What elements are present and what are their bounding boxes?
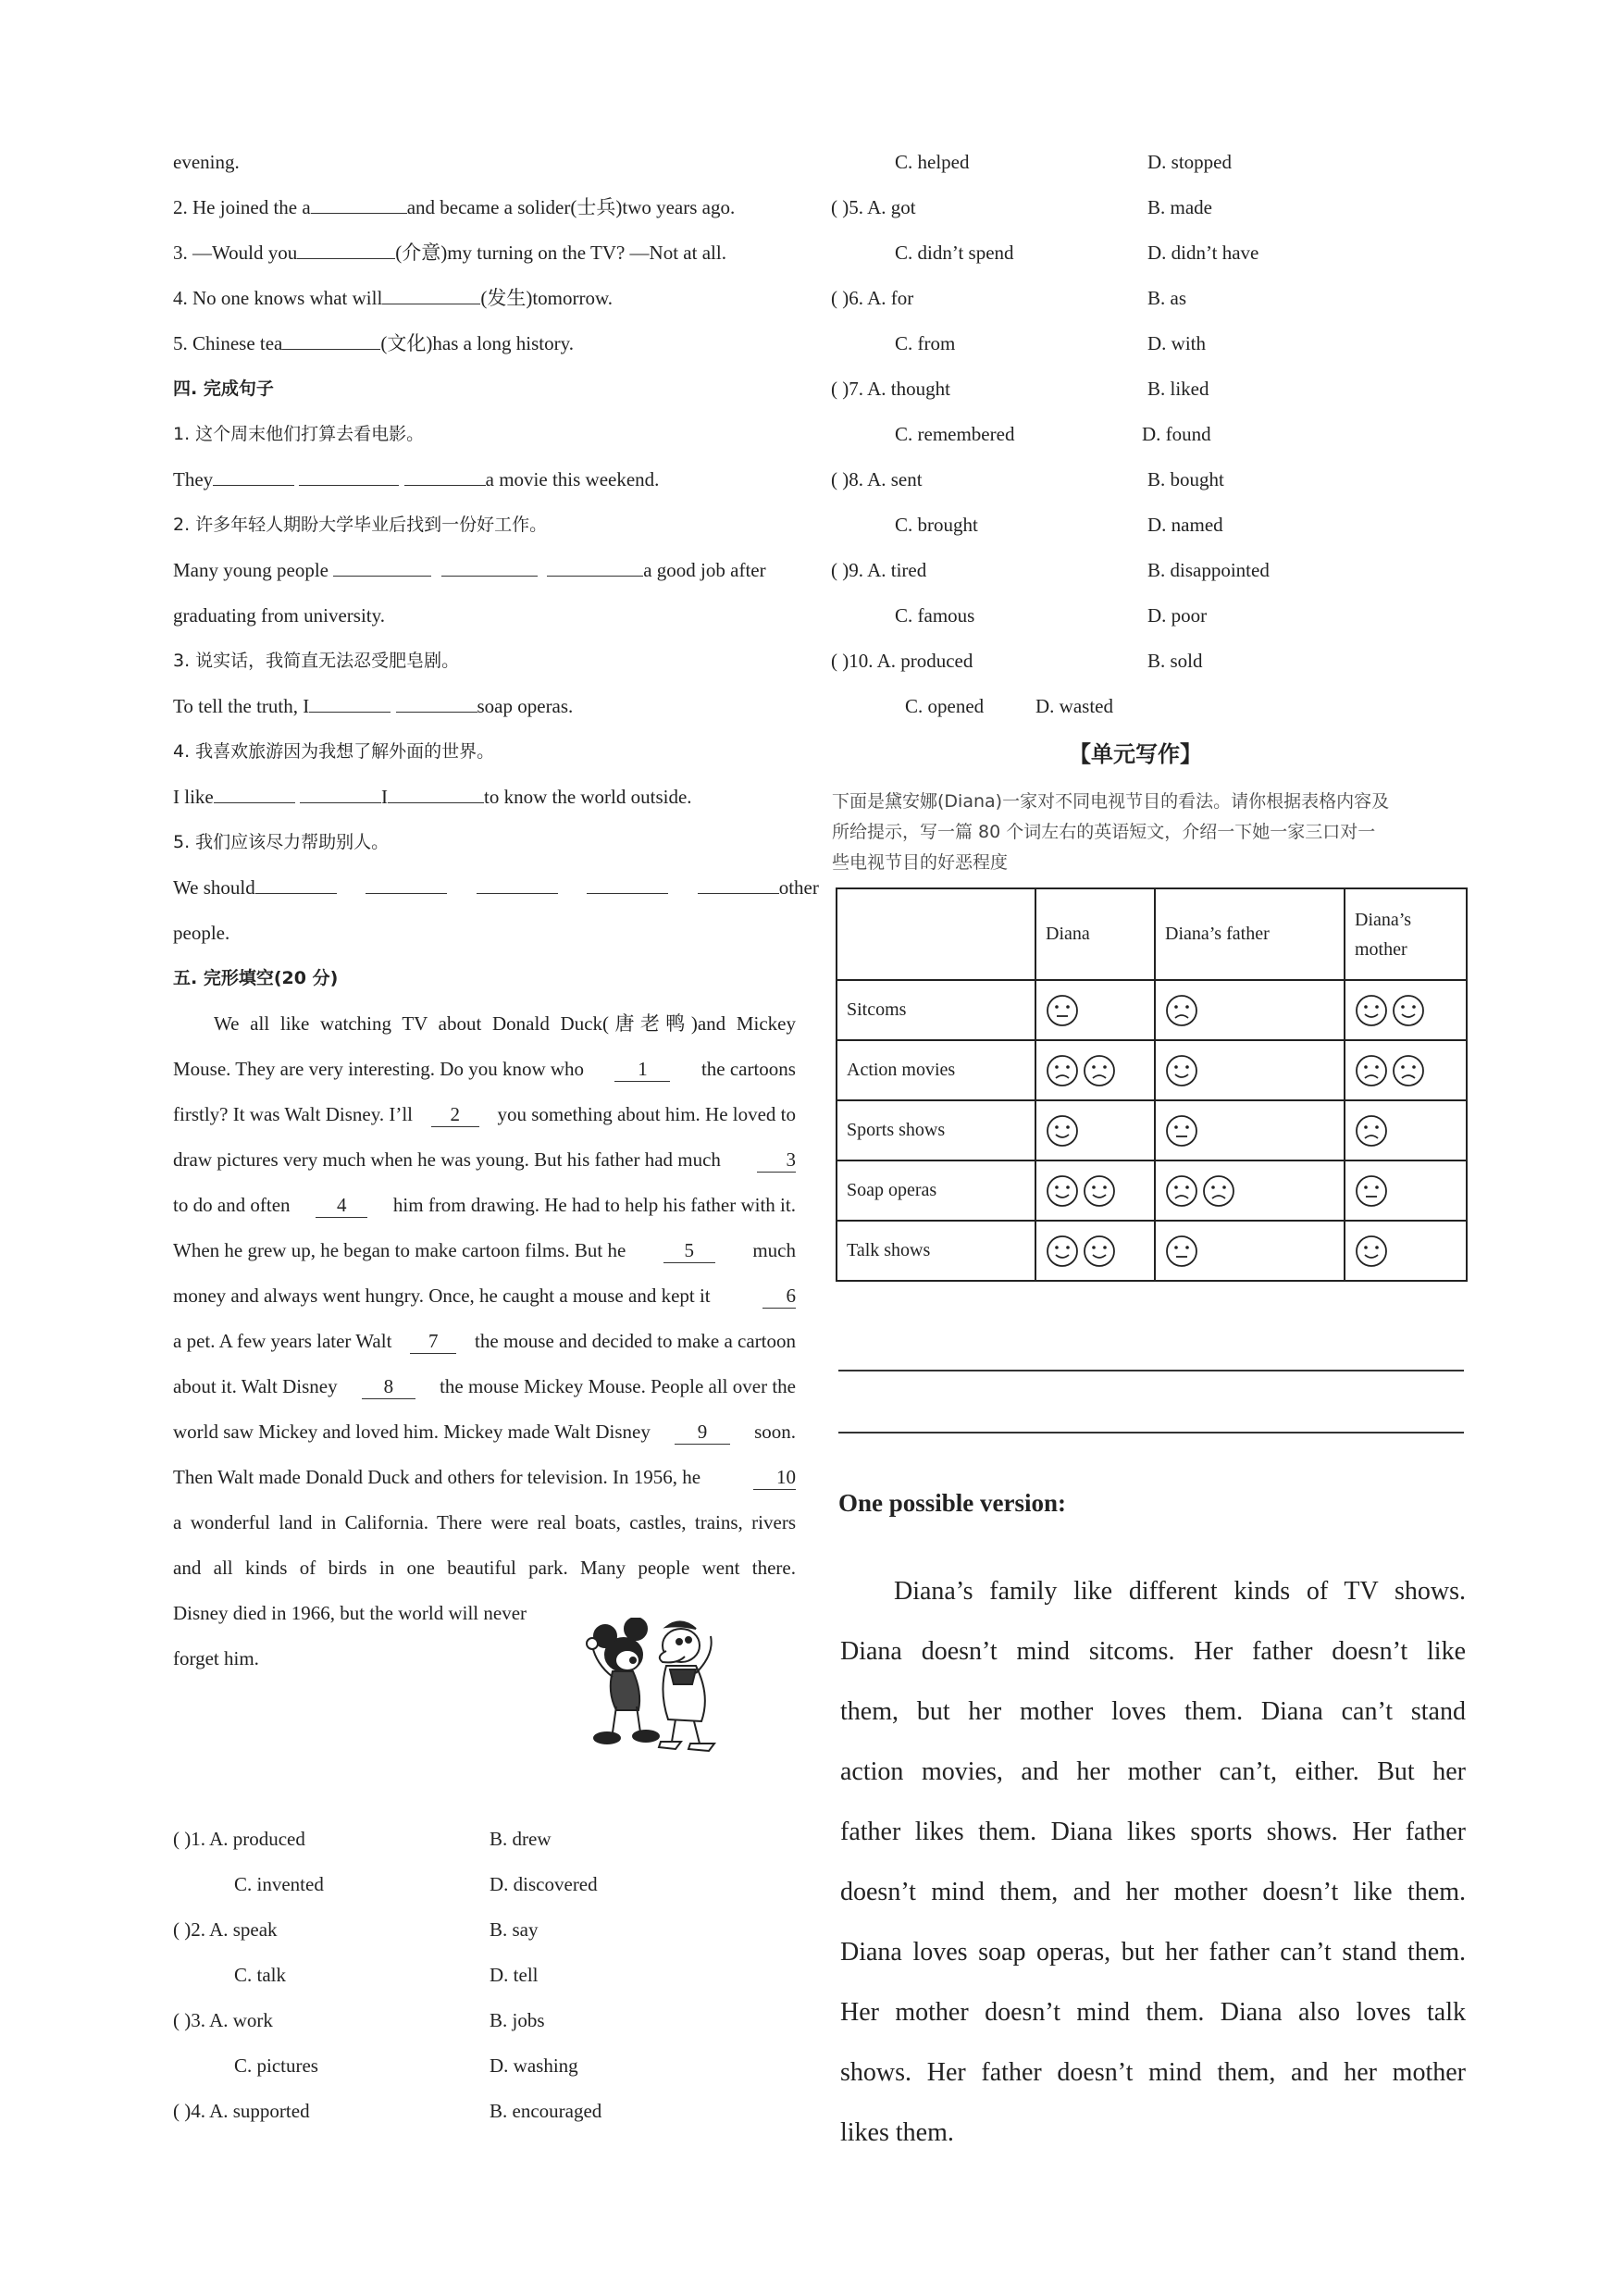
choice-option[interactable]: C. brought: [895, 514, 978, 536]
choice-option[interactable]: C. opened: [905, 695, 985, 717]
table-row: [837, 1100, 1467, 1160]
passage-text: draw pictures very much when he was young. But his father had much: [173, 1148, 721, 1171]
table-header-row: [837, 888, 1467, 980]
text-line: graduating from university.: [173, 604, 386, 627]
choice-option[interactable]: C. helped: [895, 151, 970, 173]
cloze-blank-3[interactable]: 3: [757, 1148, 796, 1173]
question-chinese: 3. 说实话，我简直无法忍受肥皂剧。: [173, 651, 460, 671]
version-title: One possible version:: [838, 1489, 1067, 1517]
answer-blank[interactable]: [214, 786, 295, 803]
happy-face-icon: [1355, 1235, 1388, 1268]
choice-option[interactable]: D. didn’t have: [1147, 242, 1259, 264]
choice-option[interactable]: C. famous: [895, 604, 975, 627]
answer-blank[interactable]: [255, 876, 337, 894]
fill-item-text: (介意)my turning on the TV? —Not at all.: [395, 242, 726, 264]
answer-blank[interactable]: [300, 786, 381, 803]
cloze-blank-10[interactable]: 10: [753, 1465, 796, 1490]
rating-cell: [1155, 1100, 1345, 1160]
choice-question-3[interactable]: ( )3. A. work: [173, 2009, 273, 2031]
header-text: Diana’s: [1355, 909, 1412, 930]
fill-item-2: [173, 195, 735, 219]
cloze-blank-1[interactable]: 1: [614, 1057, 670, 1082]
fill-item-text: (发生)tomorrow.: [480, 287, 614, 309]
rating-cell: [1035, 980, 1155, 1040]
sad-face-icon: [1046, 1054, 1079, 1087]
answer-blank[interactable]: [404, 468, 486, 486]
question-english: [173, 785, 692, 809]
question-english: [173, 467, 659, 491]
answer-blank[interactable]: [297, 242, 395, 259]
rating-cell: [1345, 1100, 1467, 1160]
choice-question-7[interactable]: ( )7. A. thought: [831, 378, 950, 400]
choice-option[interactable]: C. invented: [234, 1873, 324, 1895]
table-header-cell: [1345, 888, 1467, 980]
writing-title: 【单元写作】: [1069, 741, 1202, 767]
happy-face-icon: [1046, 1235, 1079, 1268]
cloze-blank-7[interactable]: 7: [410, 1329, 456, 1354]
question-chinese: 5. 我们应该尽力帮助别人。: [173, 832, 390, 852]
answer-blank[interactable]: [388, 786, 484, 803]
choice-question-9[interactable]: ( )9. A. tired: [831, 559, 927, 581]
question-chinese: 4. 我喜欢旅游因为我想了解外面的世界。: [173, 741, 495, 762]
fill-item-4: [173, 286, 613, 310]
answer-blank[interactable]: [382, 287, 480, 304]
passage-text: We all like watching TV about Donald Duck(唐老鸭)and Mickey: [214, 1012, 796, 1035]
question-english: [173, 875, 819, 900]
choice-question-4[interactable]: ( )4. A. supported: [173, 2100, 310, 2122]
sad-face-icon: [1392, 1054, 1425, 1087]
mickey-donald-cartoon-image: [585, 1618, 728, 1756]
passage-text: about it. Walt Disney: [173, 1375, 338, 1397]
sentence-text: To tell the truth, I: [173, 695, 310, 717]
cloze-blank-8[interactable]: 8: [362, 1374, 415, 1399]
rating-cell: [1035, 1221, 1155, 1281]
choice-option[interactable]: B. as: [1147, 287, 1186, 309]
answer-blank[interactable]: [477, 876, 558, 894]
sentence-text: other: [778, 876, 819, 899]
essay-line: Her mother doesn’t mind them. Diana also loves talk: [840, 1998, 1466, 2027]
sentence-text: a good job after: [643, 559, 766, 581]
passage-text: soon.: [754, 1421, 796, 1443]
rating-cell: [1345, 1040, 1467, 1100]
essay-line: likes them.: [840, 2118, 954, 2147]
essay-line: Diana loves soap operas, but her father can’t stand them.: [840, 1938, 1466, 1967]
writing-instructions: 下面是黛安娜(Diana)一家对不同电视节目的看法。请你根据表格内容及: [832, 791, 1390, 812]
choice-option[interactable]: B. jobs: [490, 2009, 545, 2031]
sentence-text: a movie this weekend.: [485, 468, 660, 490]
cloze-blank-5[interactable]: 5: [663, 1238, 715, 1263]
choice-option[interactable]: D. wasted: [1035, 695, 1113, 717]
fill-item-text: (文化)has a long history.: [380, 332, 574, 354]
passage-text: the cartoons: [700, 1058, 796, 1080]
question-english: [173, 558, 766, 582]
passage-text: a pet. A few years later Walt: [173, 1330, 392, 1352]
cloze-blank-6[interactable]: 6: [762, 1284, 796, 1309]
happy-face-icon: [1046, 1174, 1079, 1208]
passage-line: [173, 1102, 796, 1127]
happy-face-icon: [1392, 994, 1425, 1027]
sentence-text: I: [380, 786, 388, 808]
rating-cell: [1155, 1221, 1345, 1281]
cloze-blank-9[interactable]: 9: [675, 1420, 730, 1445]
fill-item-text: 2. He joined the a: [173, 196, 311, 218]
happy-face-icon: [1083, 1174, 1116, 1208]
sentence-text: soap operas.: [477, 695, 574, 717]
section-title: 五. 完形填空(20 分): [173, 968, 339, 988]
happy-face-icon: [1046, 1114, 1079, 1148]
fill-item-text: and became a solider(士兵)two years ago.: [406, 196, 736, 218]
sentence-text: They: [173, 468, 214, 490]
essay-line: doesn’t mind them, and her mother doesn’t like them.: [840, 1878, 1466, 1906]
rating-cell: [1155, 1160, 1345, 1221]
passage-line: [173, 1374, 796, 1399]
passage-text: much: [752, 1239, 796, 1261]
fill-item-3: [173, 241, 726, 265]
choice-option[interactable]: B. drew: [490, 1828, 552, 1850]
fill-item-text: 5. Chinese tea: [173, 332, 283, 354]
choice-option[interactable]: D. poor: [1147, 604, 1208, 627]
passage-text: When he grew up, he began to make cartoon films. But he: [173, 1239, 626, 1261]
neutral-face-icon: [1046, 994, 1079, 1027]
section-title: 四. 完成句子: [173, 379, 274, 399]
choice-option[interactable]: C. remembered: [895, 423, 1015, 445]
choice-option[interactable]: D. washing: [490, 2054, 578, 2077]
sentence-text: Many young people: [173, 559, 329, 581]
table-header-cell: Diana’s father: [1155, 888, 1345, 980]
neutral-face-icon: [1165, 1235, 1198, 1268]
choice-option[interactable]: B. bought: [1147, 468, 1224, 490]
answer-blank[interactable]: [311, 196, 407, 214]
sentence-text: We should: [173, 876, 255, 899]
passage-text: him from drawing. He had to help his father with it.: [392, 1194, 796, 1216]
choice-option[interactable]: C. didn’t spend: [895, 242, 1014, 264]
passage-line: [173, 1465, 796, 1490]
passage-line: [173, 1193, 796, 1218]
answer-blank[interactable]: [587, 876, 668, 894]
essay-text: Diana’s family like different kinds of TV shows.: [894, 1577, 1466, 1606]
rating-cell: [1345, 1221, 1467, 1281]
passage-line: [173, 1329, 796, 1354]
table-row: [837, 1160, 1467, 1221]
answer-blank[interactable]: [396, 695, 477, 713]
choice-option[interactable]: D. with: [1147, 332, 1206, 354]
passage-text: to do and often: [173, 1194, 291, 1216]
essay-line: [840, 1579, 1466, 1605]
answer-blank[interactable]: [333, 559, 431, 577]
rating-cell: [1345, 1160, 1467, 1221]
row-label: Soap operas: [837, 1160, 1035, 1221]
question-english: [173, 694, 573, 718]
choice-option[interactable]: D. named: [1147, 514, 1223, 536]
choice-option[interactable]: B. liked: [1147, 378, 1209, 400]
sad-face-icon: [1165, 1174, 1198, 1208]
sad-face-icon: [1355, 1054, 1388, 1087]
essay-line: Diana doesn’t mind sitcoms. Her father doesn’t like: [840, 1637, 1466, 1666]
passage-text: the mouse Mickey Mouse. People all over the: [440, 1375, 796, 1397]
passage-line: [173, 1057, 796, 1082]
essay-line: them, but her mother loves them. Diana can’t stand: [840, 1697, 1466, 1726]
passage-text: you something about him. He loved to: [497, 1103, 796, 1125]
neutral-face-icon: [1355, 1174, 1388, 1208]
choice-option[interactable]: B. encouraged: [490, 2100, 602, 2122]
passage-text: firstly? It was Walt Disney. I’ll: [173, 1103, 414, 1125]
fill-item-5: [173, 331, 574, 355]
writing-answer-line[interactable]: [838, 1370, 1464, 1371]
sad-face-icon: [1083, 1054, 1116, 1087]
rating-cell: [1035, 1160, 1155, 1221]
answer-blank[interactable]: [441, 559, 538, 577]
essay-line: father likes them. Diana likes sports shows. Her father: [840, 1818, 1466, 1846]
choice-question-10[interactable]: ( )10. A. produced: [831, 650, 973, 672]
writing-instructions: 些电视节目的好恶程度: [832, 852, 1009, 873]
choice-option[interactable]: C. pictures: [234, 2054, 318, 2077]
rating-cell: [1155, 980, 1345, 1040]
sad-face-icon: [1202, 1174, 1235, 1208]
choice-option[interactable]: B. disappointed: [1147, 559, 1270, 581]
passage-line: [173, 1238, 796, 1263]
sad-face-icon: [1165, 994, 1198, 1027]
answer-blank[interactable]: [299, 468, 399, 486]
row-label: Sitcoms: [837, 980, 1035, 1040]
text-line: people.: [173, 922, 230, 944]
table-row: [837, 980, 1467, 1040]
choice-question-2[interactable]: ( )2. A. speak: [173, 1918, 278, 1941]
choice-option[interactable]: D. discovered: [490, 1873, 598, 1895]
cloze-blank-4[interactable]: 4: [316, 1193, 367, 1218]
choice-option[interactable]: B. made: [1147, 196, 1212, 218]
table-row: [837, 1221, 1467, 1281]
fill-item-text: 3. —Would you: [173, 242, 298, 264]
passage-line: [173, 1420, 796, 1445]
passage-line: [173, 1148, 796, 1173]
choice-option[interactable]: D. tell: [490, 1964, 539, 1986]
choice-question-1[interactable]: ( )1. A. produced: [173, 1828, 305, 1850]
text-line: evening.: [173, 151, 240, 173]
choice-option[interactable]: D. stopped: [1147, 151, 1232, 173]
passage-line: [173, 1011, 796, 1036]
passage-text: Then Walt made Donald Duck and others for television. In 1956, he: [173, 1466, 701, 1488]
choice-option[interactable]: C. from: [895, 332, 956, 354]
writing-answer-line[interactable]: [838, 1432, 1464, 1433]
choice-option[interactable]: B. sold: [1147, 650, 1203, 672]
answer-blank[interactable]: [366, 876, 447, 894]
header-text: mother: [1355, 938, 1407, 960]
row-label: Sports shows: [837, 1100, 1035, 1160]
passage-line: Disney died in 1966, but the world will never: [173, 1602, 527, 1624]
table-header-cell: Diana: [1035, 888, 1155, 980]
passage-line: and all kinds of birds in one beautiful park. Many people went there.: [173, 1557, 796, 1579]
sentence-text: to know the world outside.: [483, 786, 692, 808]
choice-question-6[interactable]: ( )6. A. for: [831, 287, 914, 309]
passage-text: Mouse. They are very interesting. Do you know who: [173, 1058, 585, 1080]
answer-blank[interactable]: [213, 468, 294, 486]
fill-item-text: 4. No one knows what will: [173, 287, 383, 309]
passage-line: [173, 1284, 796, 1309]
answer-blank[interactable]: [309, 695, 391, 713]
choice-question-5[interactable]: ( )5. A. got: [831, 196, 916, 218]
passage-line: a wonderful land in California. There were real boats, castles, trains, rivers: [173, 1511, 796, 1533]
passage-text: money and always went hungry. Once, he caught a mouse and kept it: [173, 1285, 711, 1307]
happy-face-icon: [1083, 1235, 1116, 1268]
happy-face-icon: [1355, 994, 1388, 1027]
row-label: Talk shows: [837, 1221, 1035, 1281]
neutral-face-icon: [1165, 1114, 1198, 1148]
rating-cell: [1035, 1040, 1155, 1100]
answer-blank[interactable]: [698, 876, 779, 894]
essay-line: action movies, and her mother can’t, either. But her: [840, 1757, 1466, 1786]
sentence-text: I like: [173, 786, 214, 808]
rating-cell: [1155, 1040, 1345, 1100]
choice-option[interactable]: C. talk: [234, 1964, 286, 1986]
question-chinese: 1. 这个周末他们打算去看电影。: [173, 424, 425, 444]
happy-face-icon: [1165, 1054, 1198, 1087]
passage-text: the mouse and decided to make a cartoon: [475, 1330, 796, 1352]
essay-line: shows. Her father doesn’t mind them, and her mother: [840, 2058, 1466, 2087]
passage-text: world saw Mickey and loved him. Mickey made Walt Disney: [173, 1421, 651, 1443]
cloze-blank-2[interactable]: 2: [431, 1102, 479, 1127]
row-label: Action movies: [837, 1040, 1035, 1100]
table-row: [837, 1040, 1467, 1100]
sad-face-icon: [1355, 1114, 1388, 1148]
answer-blank[interactable]: [547, 559, 643, 577]
tv-opinion-table: [836, 887, 1468, 1282]
answer-blank[interactable]: [282, 332, 380, 350]
choice-question-8[interactable]: ( )8. A. sent: [831, 468, 923, 490]
choice-option[interactable]: B. say: [490, 1918, 539, 1941]
writing-instructions: 所给提示，写一篇 80 个词左右的英语短文，介绍一下她一家三口对一: [832, 822, 1376, 842]
question-chinese: 2. 许多年轻人期盼大学毕业后找到一份好工作。: [173, 515, 548, 535]
table-header-cell: [837, 888, 1035, 980]
rating-cell: [1035, 1100, 1155, 1160]
passage-line: forget him.: [173, 1647, 259, 1669]
rating-cell: [1345, 980, 1467, 1040]
choice-option[interactable]: D. found: [1142, 423, 1211, 445]
